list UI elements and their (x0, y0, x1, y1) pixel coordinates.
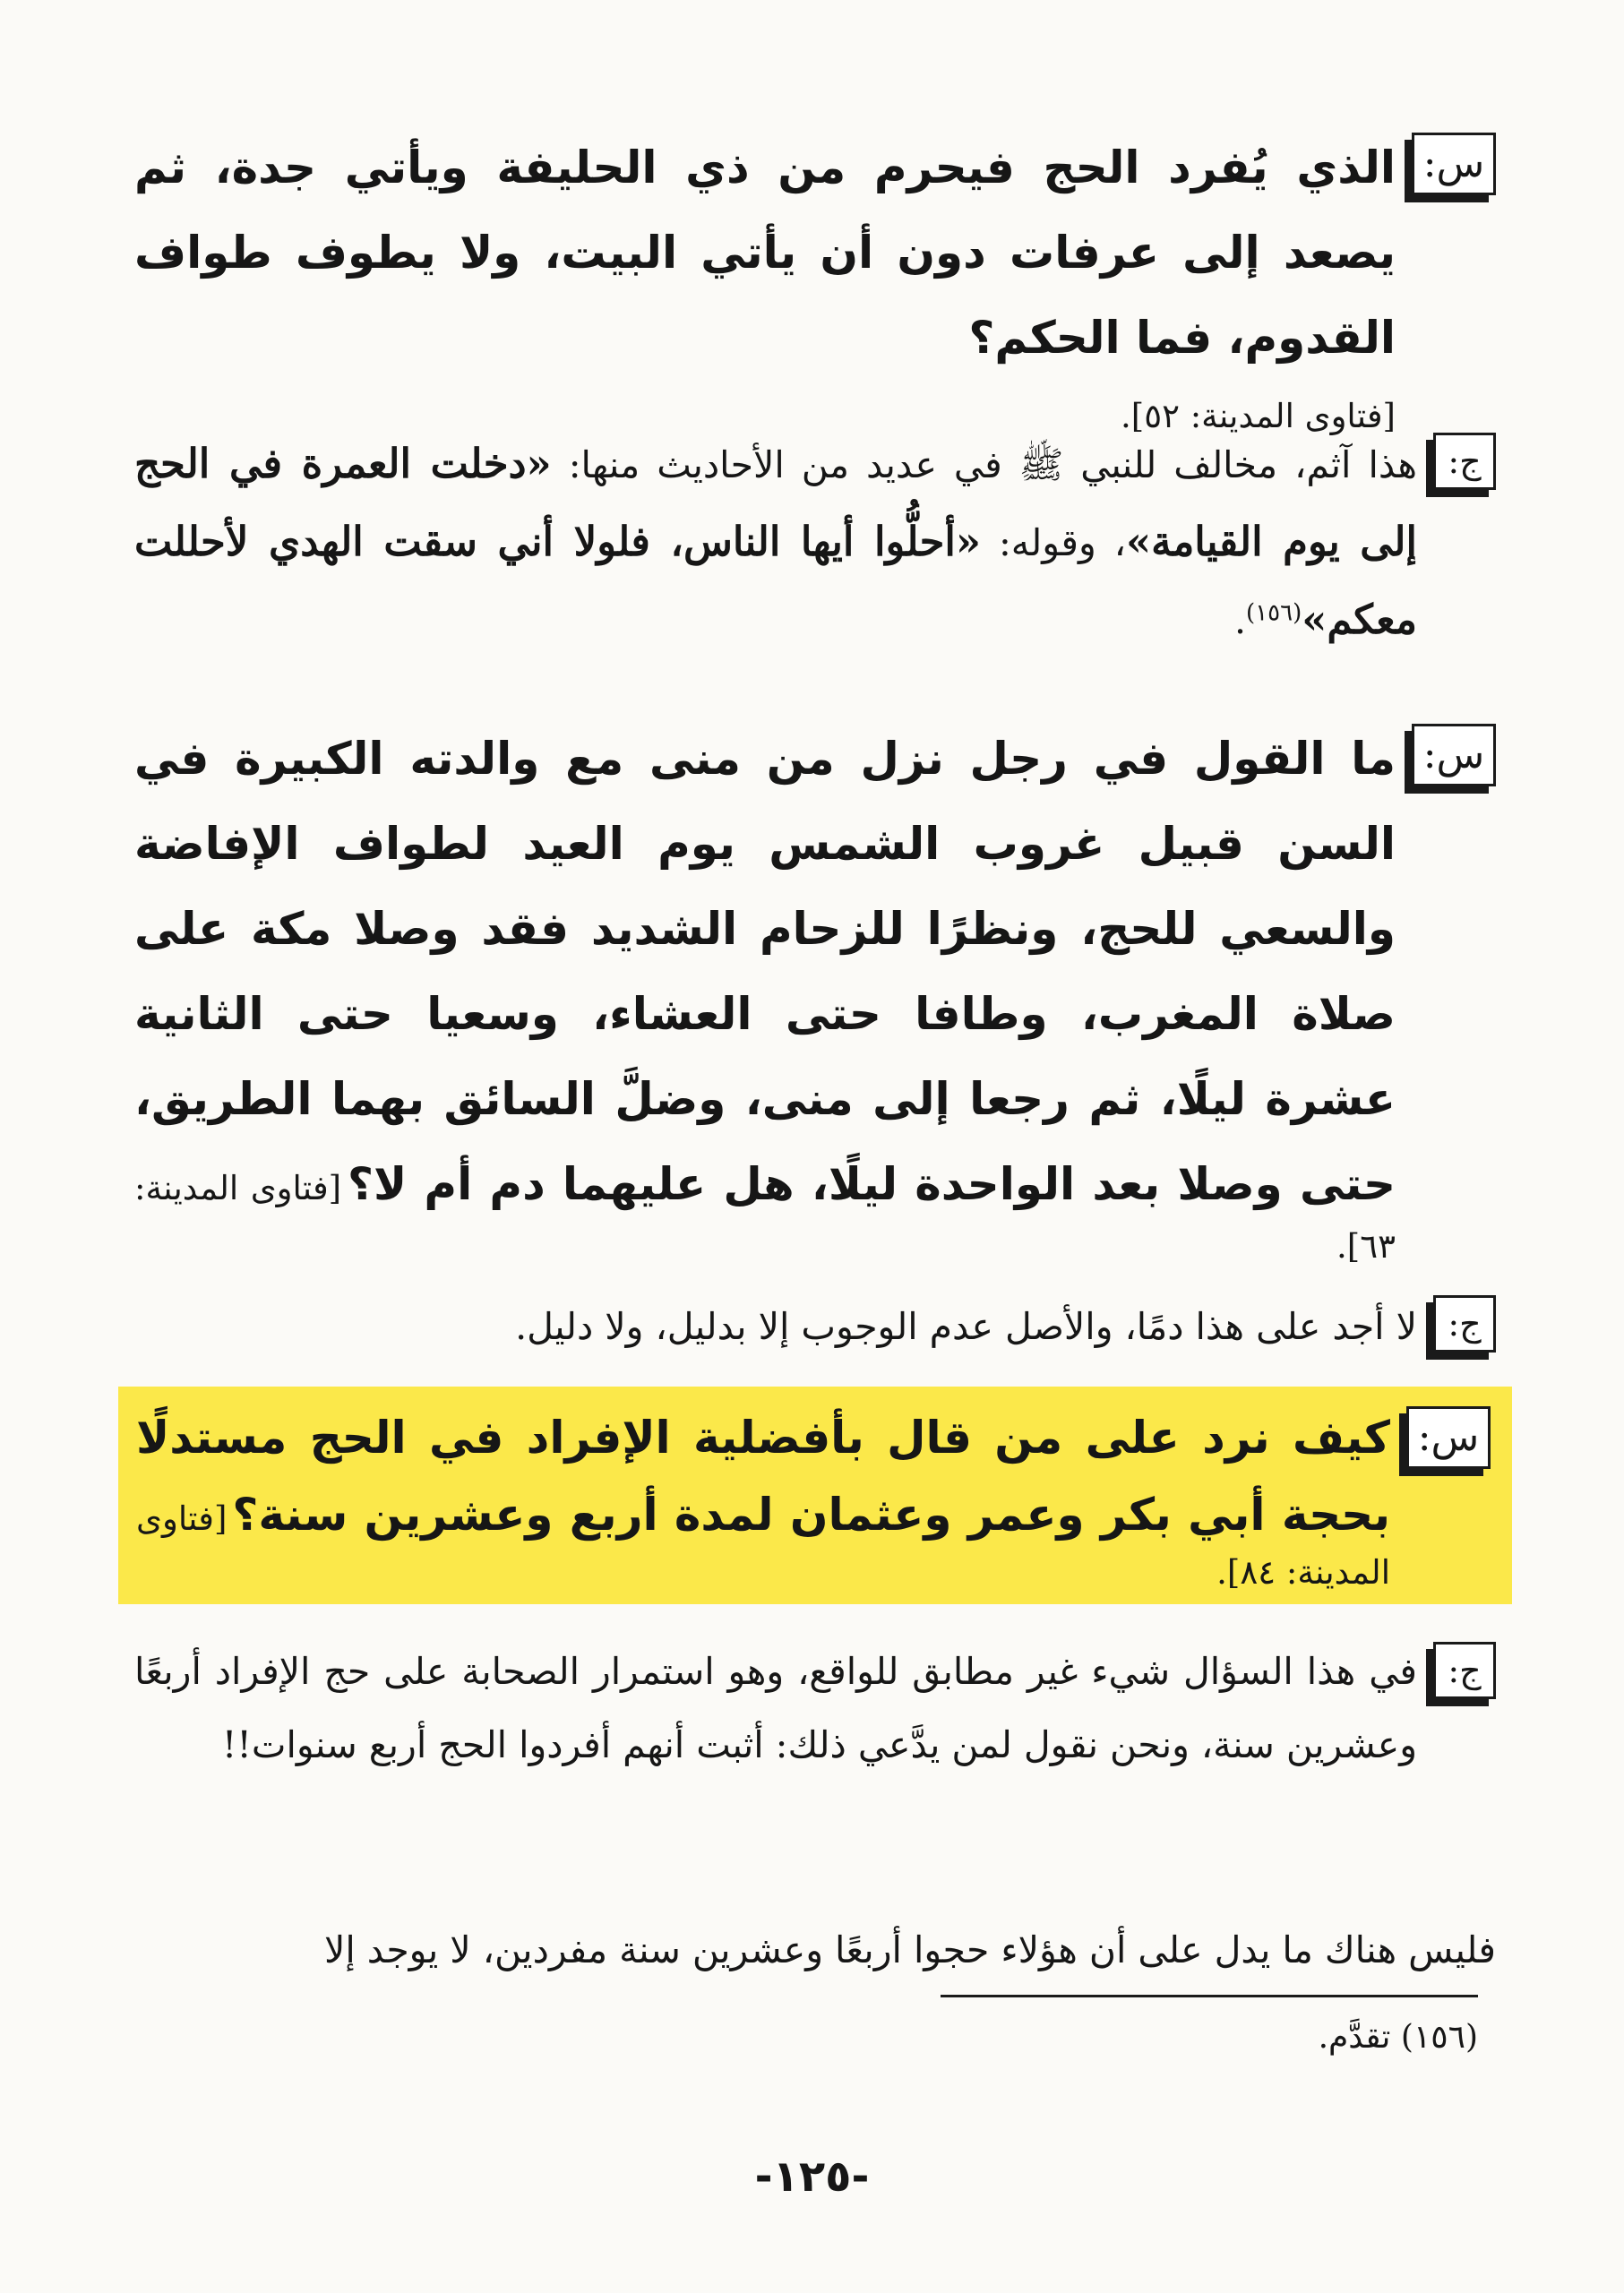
answer-text-plain: ، وقوله: (998, 521, 1126, 564)
page-number: -١٢٥- (754, 2151, 870, 2202)
answer-block (134, 425, 1496, 659)
answer-text (134, 425, 1417, 659)
hadith-quote: «أحلُّوا أيها الناس، فلولا أني سقت الهدي لأحللت معكم» (134, 518, 1417, 643)
question-block (134, 717, 1496, 1266)
reference: [فتاوى المدينة: ٦٣]. (134, 1169, 1396, 1266)
question-text: كيف نرد على من قال بأفضلية الإفراد في الحج مستدلًا بحجة أبي بكر وعمر وعثمان لمدة أربع وعشرين سنة؟ (136, 1412, 1390, 1541)
reference: [فتاوى المدينة: ٨٤]. (136, 1499, 1390, 1592)
answer-text: لا أجد على هذا دمًا، والأصل عدم الوجوب إلا بدليل، ولا دليل. (515, 1305, 1417, 1348)
answer-text-plain: هذا آثم، مخالف للنبي ﷺ في عديد من الأحاديث منها: (568, 443, 1417, 486)
continuation-paragraph: فليس هناك ما يدل على أن هؤلاء حجوا أربعًا وعشرين سنة مفردين، لا يوجد إلا (324, 1928, 1496, 1971)
answer-label: ج: (1433, 1295, 1496, 1353)
question-block (134, 125, 1496, 435)
question-label: س: (1412, 724, 1496, 786)
footnote: (١٥٦) تقدَّم. (1318, 2019, 1478, 2056)
question-text: الذي يُفرد الحج فيحرم من ذي الحليفة ويأتي جدة، ثم يصعد إلى عرفات دون أن يأتي البيت، ولا يطوف طواف القدوم، فما الحكم؟ (134, 142, 1396, 364)
footnote-divider (941, 1995, 1478, 1997)
question-label: س: (1412, 133, 1496, 195)
reference: [فتاوى المدينة: ٥٢]. (1121, 397, 1396, 435)
question-body (134, 125, 1396, 435)
answer-label: ج: (1433, 433, 1496, 490)
footnote-marker: (١٥٦) (1246, 599, 1302, 627)
highlighted-question-block (118, 1387, 1512, 1604)
hadith-quote: «دخلت العمرة في الحج إلى يوم القيامة» (134, 440, 1417, 565)
answer-text: في هذا السؤال شيء غير مطابق للواقع، وهو استمرار الصحابة على حج الإفراد أربعًا وعشرين سنة، ونحن نقول لمن يدَّعي ذلك: أثبت أنهم أفردوا الحج أربع سنوات!! (134, 1650, 1417, 1766)
question-label: س: (1406, 1406, 1491, 1469)
question-body (134, 717, 1396, 1266)
question-body (136, 1399, 1390, 1592)
answer-end: . (1233, 599, 1247, 642)
answer-block (134, 1635, 1496, 1782)
question-text: ما القول في رجل نزل من منى مع والدته الكبيرة في السن قبيل غروب الشمس يوم العيد لطواف الإفاضة والسعي للحج، ونظرًا للزحام الشديد فقد وصلا مكة على صلاة المغرب، وطافا حتى العشاء، وسعيا حتى الثانية عشرة ليلًا، ثم رجعا إلى منى، وضلَّ السائق بهما الطريق، حتى وصلا بعد الواحدة ليلًا، هل عليهما دم أم لا؟ (134, 733, 1396, 1210)
answer-block (134, 1288, 1496, 1365)
answer-label: ج: (1433, 1642, 1496, 1699)
